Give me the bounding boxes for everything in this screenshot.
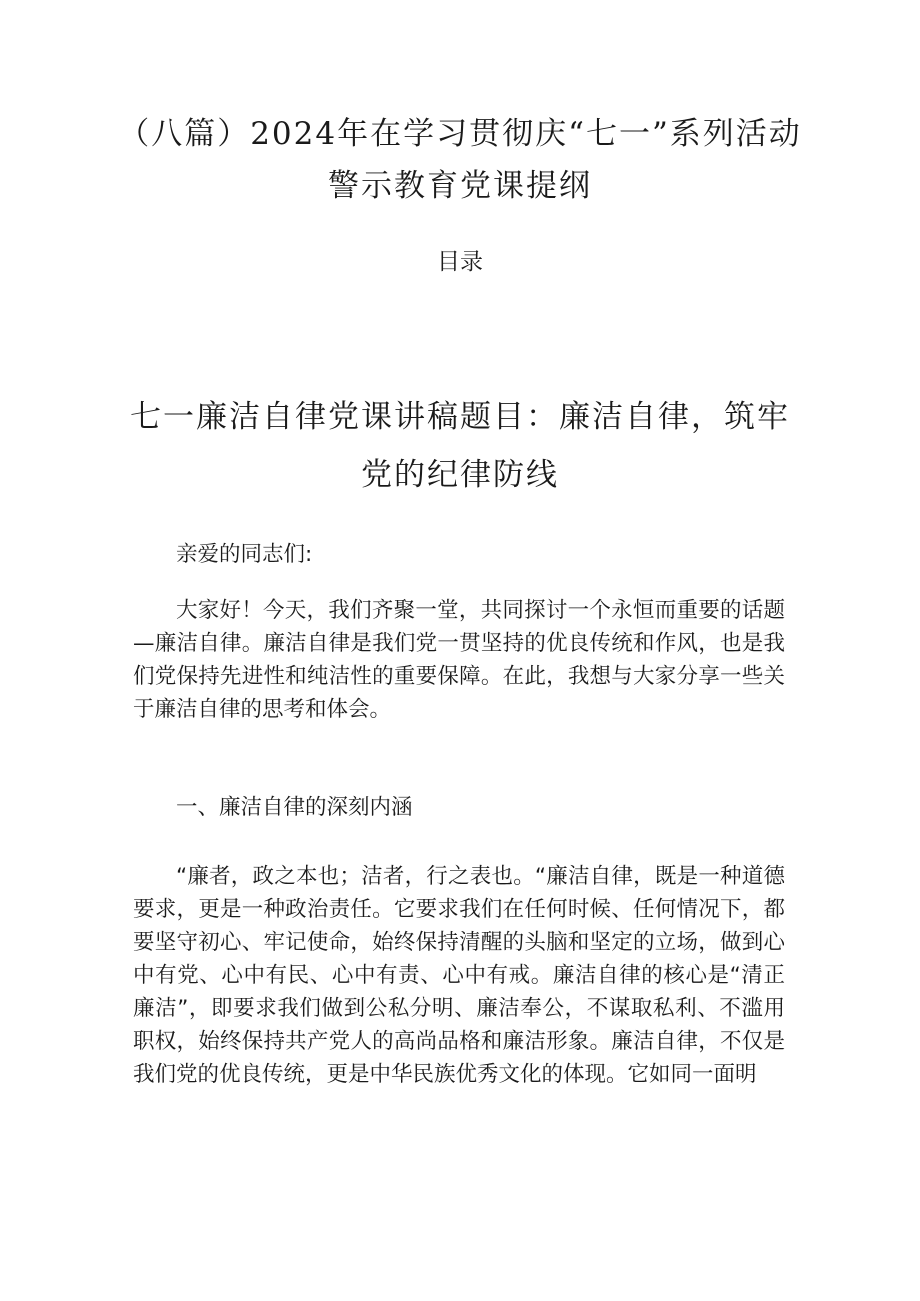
paragraph-intro: 大家好！今天，我们齐聚一堂，共同探讨一个永恒而重要的话题—廉洁自律。廉洁自律是我们党一贯坚持的优良传统和作风，也是我们党保持先进性和纯洁性的重要保障。在此，我想与大家分享一些关于廉洁自律的思考和体会。 bbox=[133, 598, 785, 722]
salutation: 亲爱的同志们: bbox=[176, 542, 313, 567]
section-title: 七一廉洁自律党课讲稿题目：廉洁自律，筑牢党的纪律防线 bbox=[130, 399, 790, 493]
document-title: （八篇）2024年在学习贯彻庆“七一”系列活动警示教育党课提纲 bbox=[118, 116, 802, 204]
paragraph-body: “廉者，政之本也；洁者，行之表也。“廉洁自律，既是一种道德要求，更是一种政治责任。它要求我们在任何时候、任何情况下，都要坚守初心、牢记使命，始终保持清醒的头脑和坚定的立场，做到心中有党、心中有民、心中有责、心中有戒。廉洁自律的核心是“清正廉洁”，即要求我们做到公私分明、廉洁奉公，不谋取私利、不滥用职权，始终保持共产党人的高尚品格和廉洁形象。廉洁自律，不仅是我们党的优良传统，更是中华民族优秀文化的体现。它如同一面明 bbox=[133, 864, 785, 1087]
toc-heading: 目录 bbox=[437, 249, 483, 275]
subheading-1: 一、廉洁自律的深刻内涵 bbox=[176, 795, 413, 820]
